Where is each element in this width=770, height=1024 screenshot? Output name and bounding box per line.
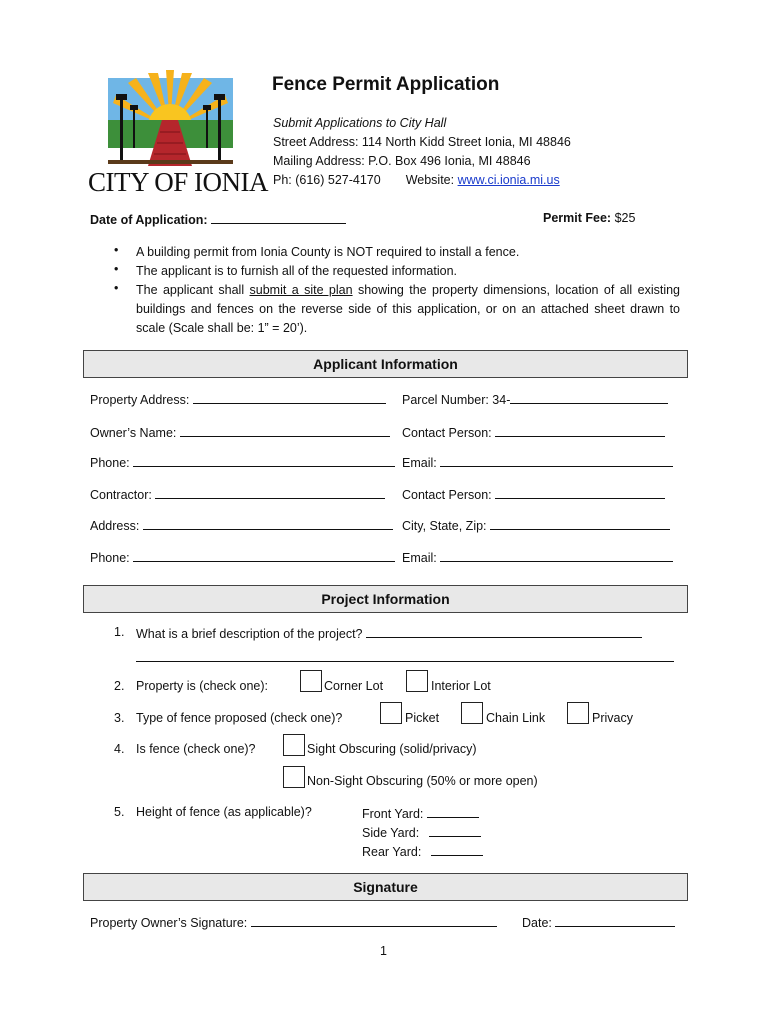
- chain-link-checkbox[interactable]: [461, 702, 483, 724]
- logo-text: CITY OF IONIA: [88, 167, 268, 197]
- page-title: Fence Permit Application: [272, 74, 500, 95]
- q1-number: 1.: [114, 625, 125, 639]
- signature-date-row: Date:: [522, 914, 675, 930]
- street-address: Street Address: 114 North Kidd Street Ionia, MI 48846: [273, 135, 571, 149]
- permit-fee: [543, 211, 635, 225]
- bullet-dot: •: [114, 281, 119, 295]
- interior-lot-checkbox[interactable]: [406, 670, 428, 692]
- email-field[interactable]: [440, 454, 673, 467]
- email2-row: Email:: [402, 549, 673, 565]
- project-information-heading: Project Information: [83, 585, 688, 613]
- city-logo: [88, 68, 268, 197]
- q2-label: Property is (check one):: [136, 679, 268, 693]
- bullet-3: The applicant shall submit a site plan showing the property dimensions, location of all existing buildings and fences on the reverse side of this application, or on an attached sheet drawn to scale (Scale shall be: 1” = 20’).: [136, 283, 680, 335]
- contact-line: [273, 173, 560, 187]
- contractor-contact-row: Contact Person:: [402, 486, 665, 502]
- mailing-address: Mailing Address: P.O. Box 496 Ionia, MI 48846: [273, 154, 531, 168]
- bullet-dot: •: [114, 243, 119, 257]
- privacy-label: Privacy: [592, 711, 633, 725]
- contractor-field[interactable]: [155, 486, 385, 499]
- bullet-1: A building permit from Ionia County is NOT required to install a fence.: [136, 245, 520, 259]
- date-of-application: [90, 211, 346, 227]
- logo-graphic: [88, 68, 253, 168]
- fee-label: Permit Fee:: [543, 211, 612, 225]
- address-field[interactable]: [143, 517, 393, 530]
- page-number: 1: [380, 944, 387, 958]
- owners-name-field[interactable]: [180, 424, 390, 437]
- bullet-dot: •: [114, 262, 119, 276]
- contractor-contact-field[interactable]: [495, 486, 665, 499]
- picket-checkbox[interactable]: [380, 702, 402, 724]
- email2-field[interactable]: [440, 549, 673, 562]
- rear-yard-field[interactable]: [431, 843, 483, 856]
- owner-signature-row: Property Owner’s Signature:: [90, 914, 497, 930]
- q3-number: 3.: [114, 711, 125, 725]
- date-label: Date of Application:: [90, 213, 208, 227]
- signature-heading: Signature: [83, 873, 688, 901]
- phone-field[interactable]: [133, 454, 395, 467]
- phone-number: Ph: (616) 527-4170: [273, 173, 381, 187]
- owner-signature-field[interactable]: [251, 914, 497, 927]
- owners-name-row: Owner’s Name:: [90, 424, 390, 440]
- q2-number: 2.: [114, 679, 125, 693]
- q5-number: 5.: [114, 805, 125, 819]
- front-yard-row: Front Yard:: [362, 805, 479, 821]
- signature-date-field[interactable]: [555, 914, 675, 927]
- privacy-checkbox[interactable]: [567, 702, 589, 724]
- city-state-zip-field[interactable]: [490, 517, 670, 530]
- bullet-2: The applicant is to furnish all of the requested information.: [136, 264, 458, 278]
- email-row: Email:: [402, 454, 673, 470]
- applicant-information-heading: Applicant Information: [83, 350, 688, 378]
- contact-person-row: Contact Person:: [402, 424, 665, 440]
- rear-yard-row: Rear Yard:: [362, 843, 483, 859]
- corner-lot-label: Corner Lot: [324, 679, 384, 693]
- website-link[interactable]: www.ci.ionia.mi.us: [457, 173, 560, 187]
- project-description-field-2[interactable]: [136, 661, 674, 662]
- non-sight-obscuring-label: Non-Sight Obscuring (50% or more open): [307, 774, 538, 788]
- parcel-number-row: Parcel Number: 34-: [402, 391, 668, 407]
- front-yard-field[interactable]: [427, 805, 479, 818]
- phone2-row: Phone:: [90, 549, 395, 565]
- picket-label: Picket: [405, 711, 440, 725]
- q4-label: Is fence (check one)?: [136, 742, 256, 756]
- contact-person-field[interactable]: [495, 424, 665, 437]
- q3-label: Type of fence proposed (check one)?: [136, 711, 343, 725]
- phone2-field[interactable]: [133, 549, 395, 562]
- city-state-zip-row: City, State, Zip:: [402, 517, 670, 533]
- website-label: Website:: [405, 173, 455, 187]
- header-subtitle: Submit Applications to City Hall: [273, 116, 447, 130]
- property-address-row: Property Address:: [90, 391, 386, 407]
- side-yard-row: Side Yard:: [362, 824, 481, 840]
- phone-row: Phone:: [90, 454, 395, 470]
- interior-lot-label: Interior Lot: [431, 679, 491, 693]
- non-sight-obscuring-checkbox[interactable]: [283, 766, 305, 788]
- side-yard-field[interactable]: [429, 824, 481, 837]
- property-address-field[interactable]: [193, 391, 386, 404]
- address-row: Address:: [90, 517, 393, 533]
- sight-obscuring-checkbox[interactable]: [283, 734, 305, 756]
- q1-row: What is a brief description of the project?: [136, 625, 642, 641]
- q5-label: Height of fence (as applicable)?: [136, 805, 312, 819]
- corner-lot-checkbox[interactable]: [300, 670, 322, 692]
- q4-number: 4.: [114, 742, 125, 756]
- contractor-row: Contractor:: [90, 486, 385, 502]
- project-description-field[interactable]: [366, 625, 642, 638]
- fee-value: $25: [614, 211, 636, 225]
- sight-obscuring-label: Sight Obscuring (solid/privacy): [307, 742, 477, 756]
- chain-link-label: Chain Link: [486, 711, 546, 725]
- site-plan-emphasis: submit a site plan: [249, 283, 353, 297]
- date-field[interactable]: [211, 211, 346, 224]
- parcel-number-field[interactable]: [510, 391, 668, 404]
